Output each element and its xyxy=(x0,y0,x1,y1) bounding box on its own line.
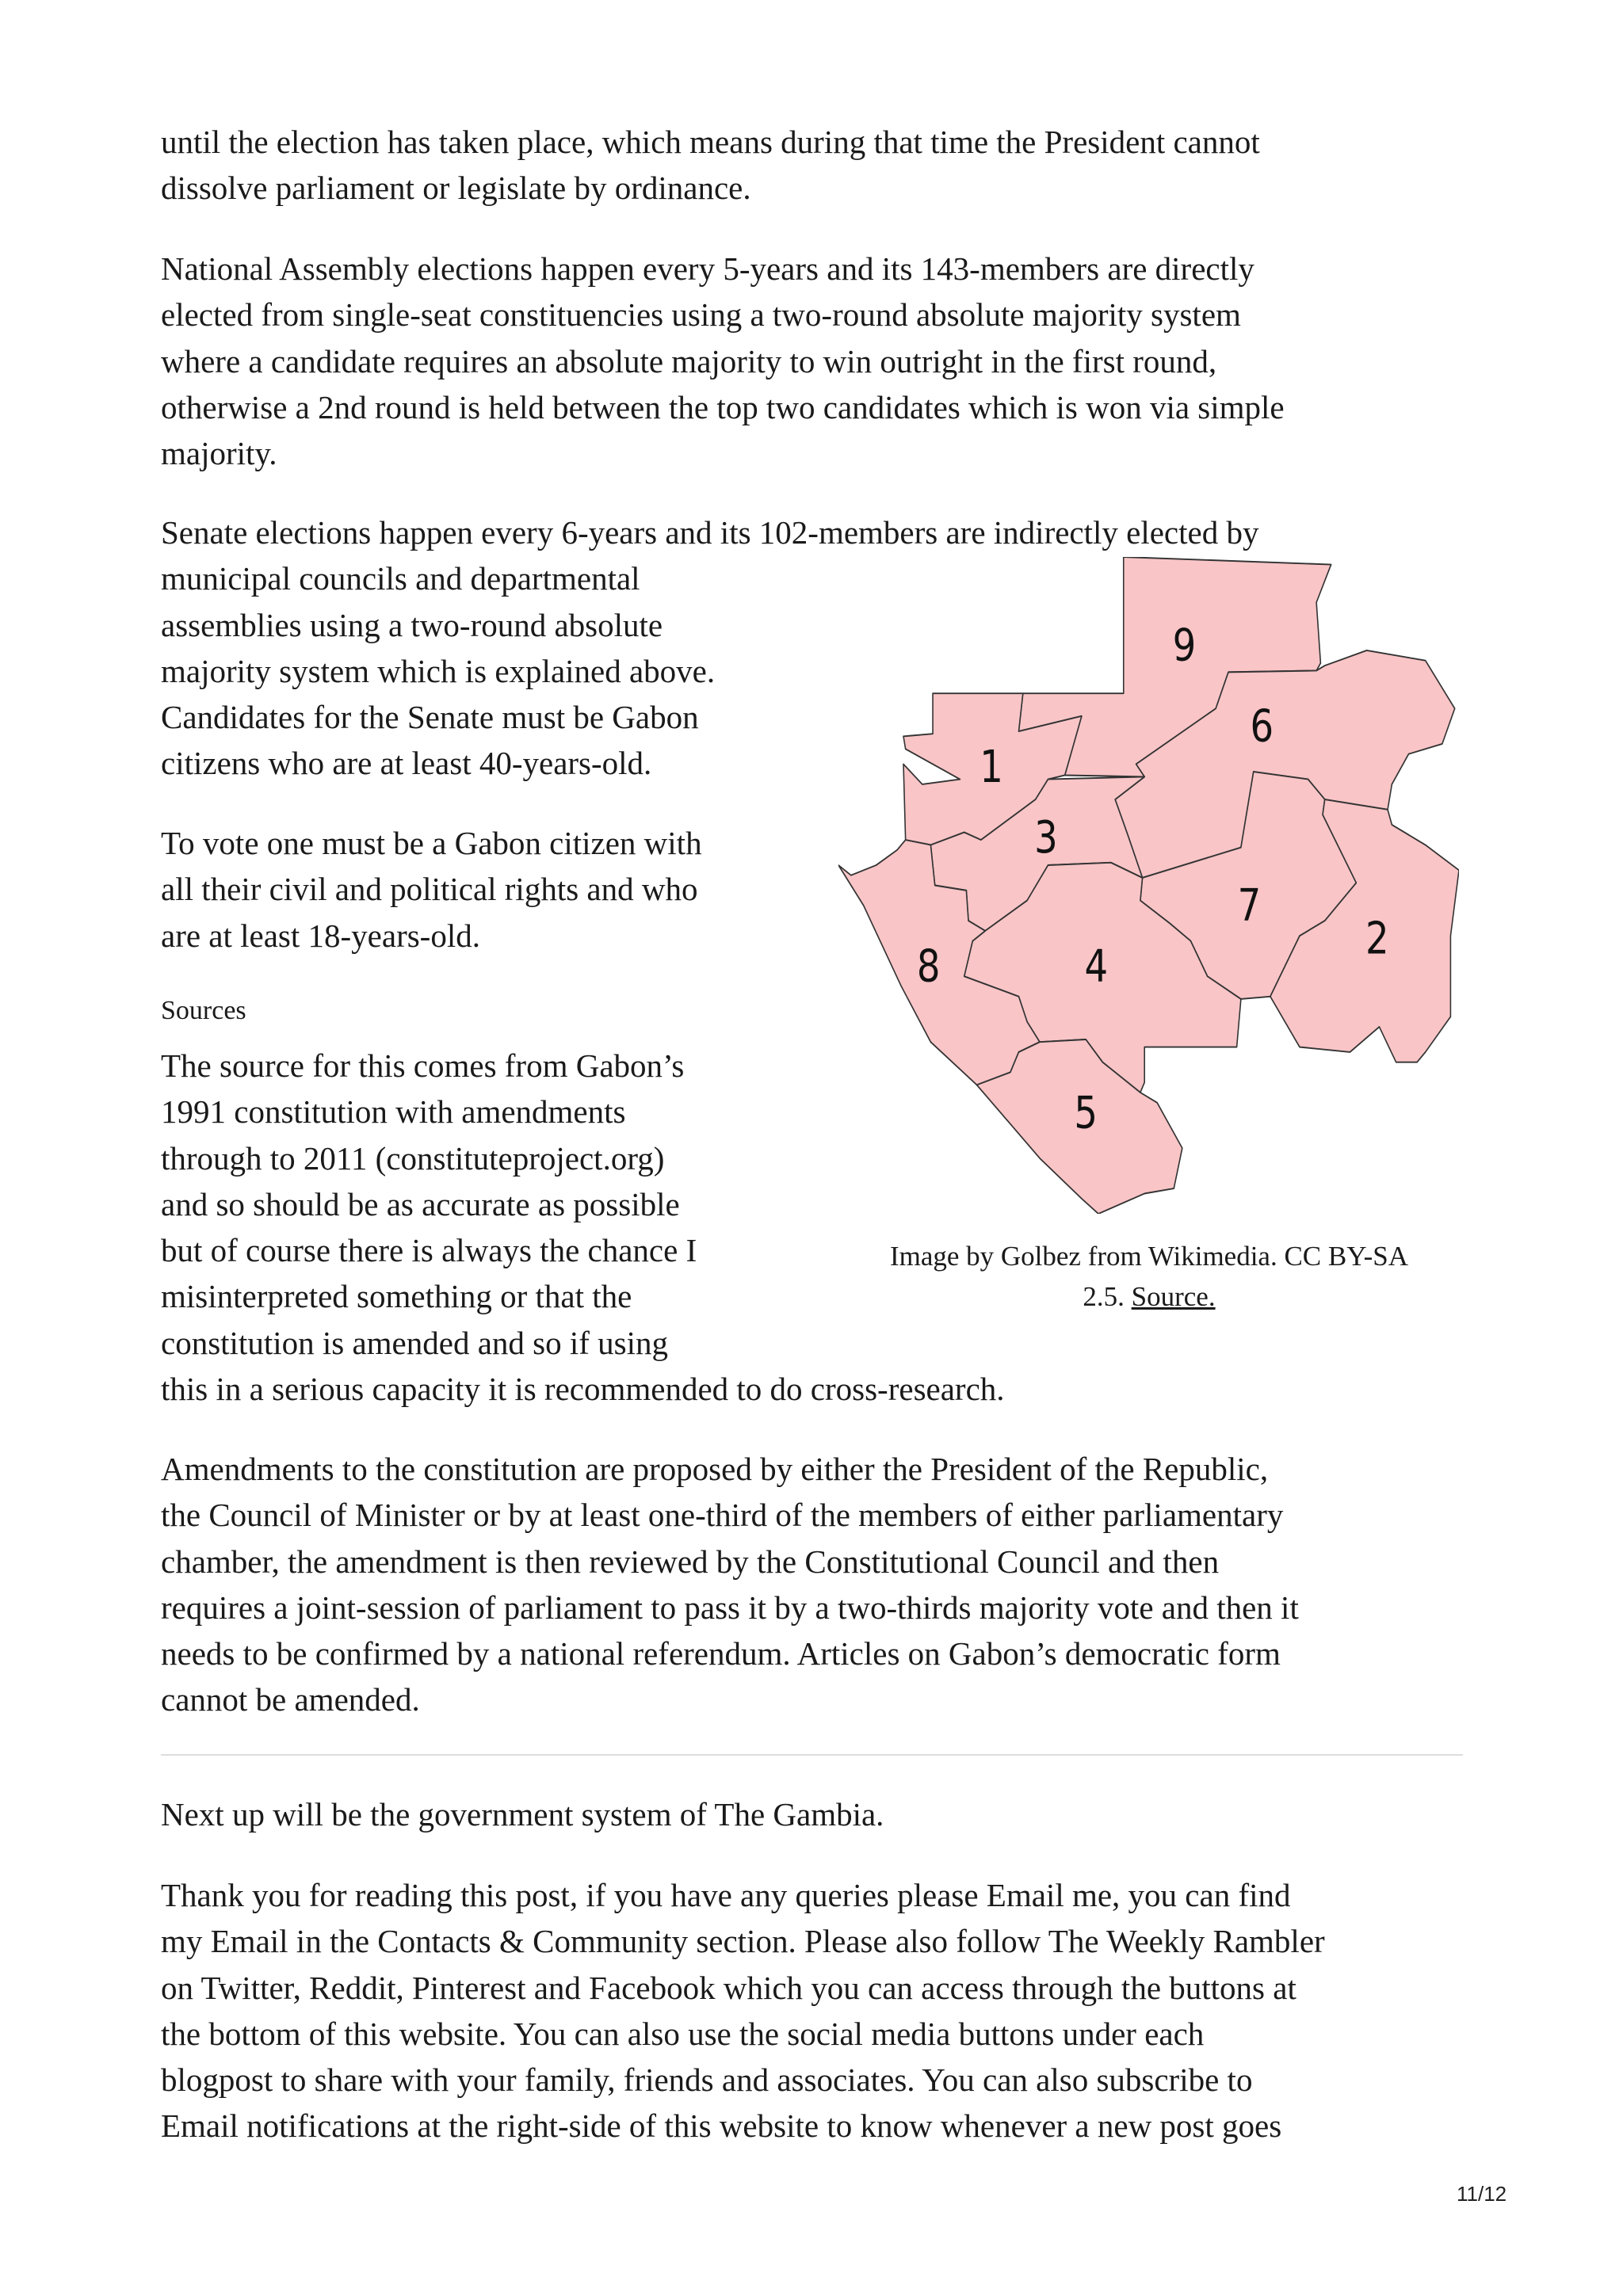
map-label-6: 6 xyxy=(1250,700,1274,753)
text-line: The source for this comes from Gabon’s xyxy=(161,1047,685,1084)
text-line: until the election has taken place, which means during that time the President cannot xyxy=(161,124,1260,160)
text-line: Thank you for reading this post, if you have any queries please Email me, you can find xyxy=(161,1877,1291,1913)
page-number: 11/12 xyxy=(1457,2182,1507,2206)
text-line: National Assembly elections happen every 5-years and its 143-members are directly xyxy=(161,250,1254,287)
map-label-2: 2 xyxy=(1365,913,1389,965)
text-line: chamber, the amendment is then reviewed by the Constitutional Council and then xyxy=(161,1543,1220,1580)
text-line: the bottom of this website. You can also use the social media buttons under each xyxy=(161,2015,1205,2052)
text-line: cannot be amended. xyxy=(161,1681,420,1718)
text-line: elected from single-seat constituencies using a two-round absolute majority system xyxy=(161,296,1241,334)
map-label-8: 8 xyxy=(916,940,941,993)
text-line: majority. xyxy=(161,435,277,472)
text-line: constitution is amended and so if using xyxy=(161,1324,668,1361)
text-line: To vote one must be a Gabon citizen with xyxy=(161,825,702,861)
text-line: Senate elections happen every 6-years and its 102-members are indirectly elected by xyxy=(161,514,1259,551)
text-line: otherwise a 2nd round is held between the top two candidates which is won via simple xyxy=(161,388,1285,425)
map-label-3: 3 xyxy=(1034,811,1058,864)
map-label-7: 7 xyxy=(1237,879,1262,933)
text-line: municipal councils and departmental xyxy=(161,560,640,597)
text-line: but of course there is always the chance I xyxy=(161,1232,697,1269)
text-line: dissolve parliament or legislate by ordinance. xyxy=(161,170,751,207)
text-line: this in a serious capacity it is recommended to do cross-research. xyxy=(161,1371,1005,1408)
paragraph-thank-you xyxy=(161,1872,1325,2149)
source-link[interactable]: Source. xyxy=(1131,1281,1216,1312)
text-line: my Email in the Contacts & Community section. Please also follow The Weekly Rambler xyxy=(161,1923,1325,1960)
gabon-provinces-map xyxy=(838,557,1459,1214)
paragraph-amendments xyxy=(161,1446,1299,1723)
text-line: Candidates for the Senate must be Gabon xyxy=(161,699,699,736)
map-label-5: 5 xyxy=(1074,1087,1098,1139)
section-divider xyxy=(161,1754,1463,1756)
text-line: all their civil and political rights and who xyxy=(161,871,698,908)
paragraph-voting xyxy=(161,820,702,959)
text-line: requires a joint-session of parliament to pass it by a two-thirds majority vote and then it xyxy=(161,1589,1299,1626)
text-line: and so should be as accurate as possible xyxy=(161,1185,680,1222)
text-line: are at least 18-years-old. xyxy=(161,917,480,954)
map-label-4: 4 xyxy=(1084,940,1109,993)
text-line: on Twitter, Reddit, Pinterest and Facebook which you can access through the buttons at xyxy=(161,1969,1296,2006)
map-label-9: 9 xyxy=(1172,620,1197,672)
text-line: where a candidate requires an absolute majority to win outright in the first round, xyxy=(161,342,1217,379)
sources-heading: Sources xyxy=(161,996,246,1025)
text-line: blogpost to share with your family, friends and associates. You can also subscribe to xyxy=(161,2061,1253,2099)
text-line: 1991 constitution with amendments xyxy=(161,1093,626,1131)
text-line: Amendments to the constitution are proposed by either the President of the Republic, xyxy=(161,1451,1269,1487)
text-line: assemblies using a two-round absolute xyxy=(161,606,663,643)
paragraph-election-timing xyxy=(161,119,1260,212)
map-label-1: 1 xyxy=(980,741,1003,793)
paragraph-next-up xyxy=(161,1791,884,1837)
text-line: misinterpreted something or that the xyxy=(161,1278,632,1315)
text-line: needs to be confirmed by a national referendum. Articles on Gabon’s democratic form xyxy=(161,1635,1281,1672)
text-line: the Council of Minister or by at least one-third of the members of either parliamentary xyxy=(161,1497,1284,1534)
text-line: Next up will be the government system of The Gambia. xyxy=(161,1796,884,1833)
text-line: Email notifications at the right-side of this website to know whenever a new post goes xyxy=(161,2107,1282,2145)
caption-text: Image by Golbez from Wikimedia. CC BY-SA xyxy=(889,1241,1409,1272)
caption-text: 2.5. xyxy=(1083,1281,1125,1312)
text-line: citizens who are at least 40-years-old. xyxy=(161,745,652,782)
text-line: through to 2011 (constituteproject.org) xyxy=(161,1139,665,1177)
paragraph-national-assembly xyxy=(161,246,1285,476)
map-caption xyxy=(848,1236,1450,1317)
text-line: majority system which is explained above. xyxy=(161,652,716,689)
